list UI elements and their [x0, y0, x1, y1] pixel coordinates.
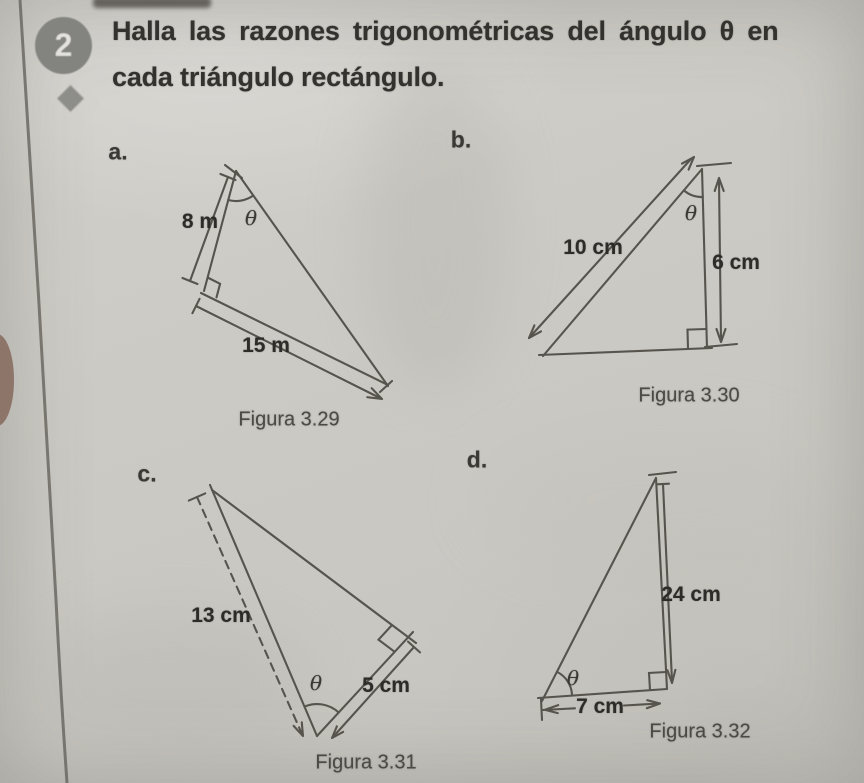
triangle-b-side-6cm-label: 6 cm — [712, 251, 760, 274]
triangle-a-figure — [183, 165, 393, 399]
exercise-title-line2: cada triángulo rectángulo. — [112, 62, 445, 92]
triangle-b-top-cap-tick — [697, 163, 731, 166]
item-label-b: b. — [450, 126, 472, 153]
triangle-c-figure-caption: Figura 3.31 — [315, 751, 417, 774]
triangle-d-side-24cm-label: 24 cm — [661, 583, 721, 606]
triangle-d-side-7cm-label: 7 cm — [576, 695, 624, 718]
triangle-b-bottom-cap-tick — [705, 344, 737, 347]
triangle-c-side-5cm-label: 5 cm — [362, 674, 410, 697]
triangle-c-theta-arc — [305, 704, 339, 712]
triangle-d-hypotenuse — [542, 478, 656, 701]
triangle-d-figure-caption: Figura 3.32 — [649, 720, 751, 743]
triangle-c-dim-13cm-arrowhead — [294, 722, 303, 736]
triangle-b-right-angle-marker — [688, 329, 707, 349]
triangle-a-side-8m-label: 8 m — [181, 210, 219, 233]
triangle-b-figure — [529, 157, 737, 356]
triangle-d-figure — [538, 472, 676, 720]
triangle-b-figure-caption: Figura 3.30 — [638, 384, 740, 407]
finger-at-page-edge — [0, 334, 14, 426]
triangle-d-top-cap-tick — [649, 472, 676, 475]
triangle-a-figure-caption: Figura 3.29 — [238, 408, 340, 431]
triangle-b-theta-label: θ — [684, 201, 698, 225]
triangle-a-side-15m-label: 15 m — [242, 334, 290, 357]
triangle-c-right-angle-marker — [379, 625, 395, 652]
item-label-c: c. — [137, 460, 157, 487]
triangle-a-theta-label: θ — [244, 206, 258, 230]
triangle-d-dim-7cm-cap-tick — [541, 699, 542, 720]
triangle-b-bottom-side — [539, 348, 712, 355]
triangle-a-right-angle-marker — [208, 278, 221, 298]
triangle-a-dim-15m-tick — [192, 299, 199, 313]
triangle-a-theta-arc — [228, 196, 253, 202]
triangle-d-dim-24cm-tick — [657, 484, 669, 485]
triangle-c-side-13cm-label: 13 cm — [191, 604, 251, 627]
item-label-a: a. — [108, 138, 128, 165]
item-label-d: d. — [466, 446, 488, 473]
exercise-number-badge: 2 — [35, 17, 92, 74]
triangle-a-side-15m — [201, 293, 388, 385]
triangle-d-theta-label: θ — [566, 666, 580, 690]
triangle-d-right-angle-marker — [649, 672, 666, 690]
triangle-b-hypotenuse-10cm — [543, 169, 702, 356]
triangle-b-side-6cm — [702, 169, 707, 348]
triangle-b-theta-arc — [684, 190, 703, 197]
triangle-b-side-10cm-label: 10 cm — [563, 236, 623, 259]
triangle-c-theta-label: θ — [309, 671, 323, 695]
page-margin-line — [20, 0, 67, 783]
exercise-title-line1: Halla las razones trigonométricas del ángulo θ en — [112, 16, 779, 46]
